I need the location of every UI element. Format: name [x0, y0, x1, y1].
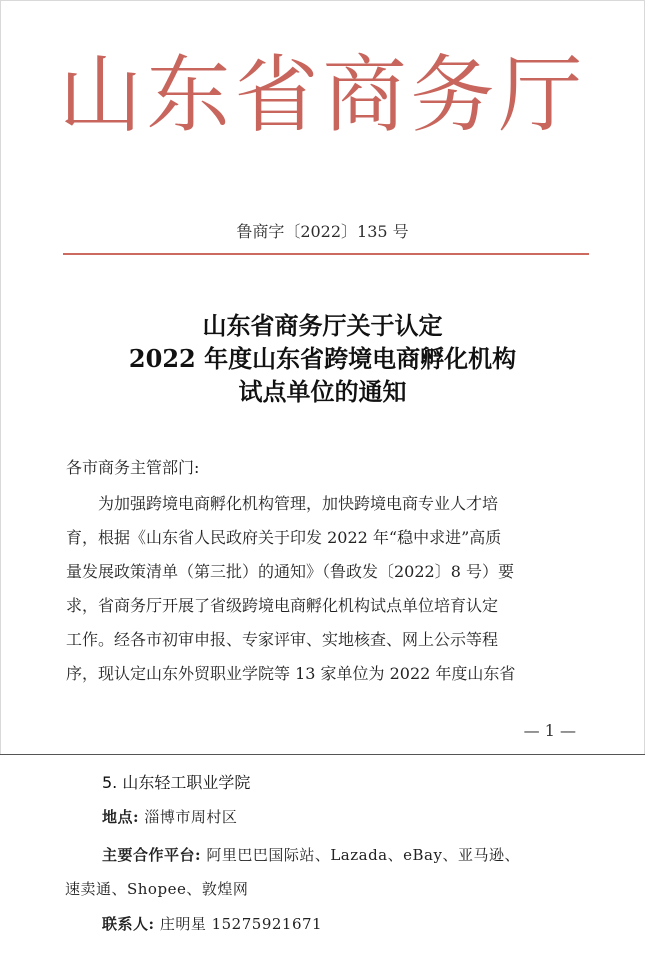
contact-label: 联系人: — [102, 915, 155, 933]
location-value: 淄博市周村区 — [144, 808, 238, 826]
contact-row — [102, 913, 322, 934]
document-number: 鲁商字〔2022〕135 号 — [236, 222, 409, 241]
contact-value: 庄明星 15275921671 — [159, 915, 323, 933]
platforms-label: 主要合作平台: — [102, 846, 202, 864]
entry-title: 5. 山东轻工职业学院 — [102, 773, 251, 792]
body-line: 序，现认定山东外贸职业学院等 13 家单位为 2022 年度山东省 — [66, 664, 516, 683]
unit-entry — [0, 756, 645, 953]
notice-title-line: 山东省商务厅关于认定 — [202, 311, 443, 340]
location-label: 地点: — [102, 808, 140, 826]
agency-header: 山东省商务厅 — [58, 46, 587, 144]
notice-title — [1, 309, 644, 408]
platforms-row — [102, 844, 520, 865]
notice-title-line: 2022 年度山东省跨境电商孵化机构 — [128, 344, 517, 373]
section-divider — [0, 754, 645, 755]
notice-title-line: 试点单位的通知 — [238, 377, 407, 406]
body-line: 育，根据《山东省人民政府关于印发 2022 年“稳中求进”高质 — [66, 528, 502, 547]
page-number: — 1 — — [523, 721, 576, 740]
body-line: 为加强跨境电商孵化机构管理，加快跨境电商专业人才培 — [98, 494, 499, 513]
body-paragraph — [66, 487, 586, 691]
platforms-value: 阿里巴巴国际站、Lazada、eBay、亚马逊、 — [206, 846, 520, 864]
platforms-row-continued — [65, 878, 248, 899]
body-line: 求，省商务厅开展了省级跨境电商孵化机构试点单位培育认定 — [66, 596, 499, 615]
body-line: 工作。经各市初审申报、专家评审、实地核查、网上公示等程 — [66, 630, 499, 649]
platforms-value-continued: 速卖通、Shopee、敦煌网 — [65, 880, 249, 898]
body-line: 量发展政策清单（第三批）的通知》（鲁政发〔2022〕8 号）要 — [66, 562, 514, 581]
location-row — [102, 806, 237, 827]
red-divider-line — [63, 253, 589, 255]
addressee: 各市商务主管部门: — [66, 458, 200, 477]
